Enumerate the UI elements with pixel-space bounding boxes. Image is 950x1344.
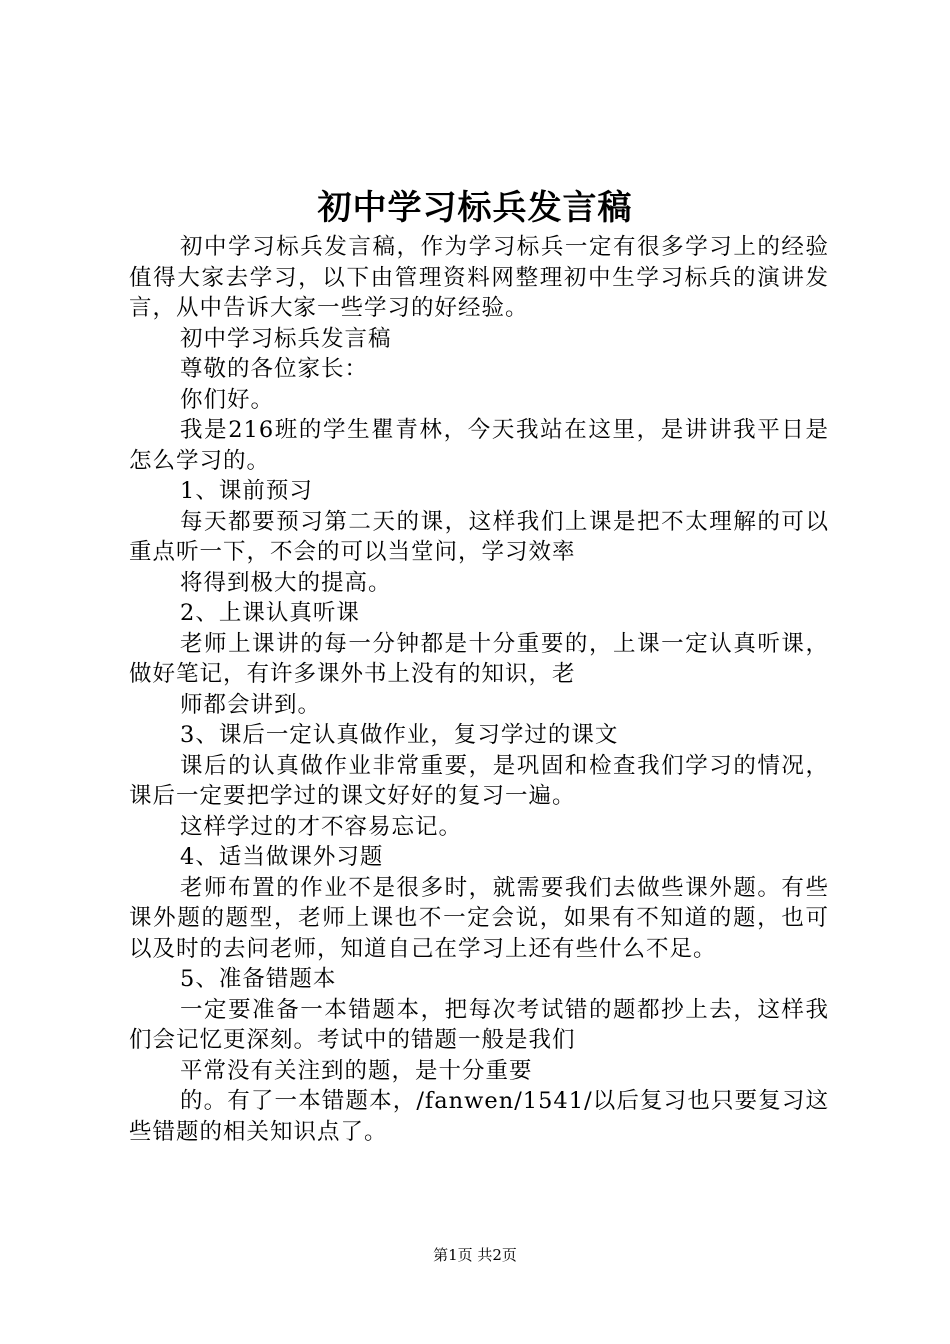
- paragraph: 师都会讲到。: [180, 691, 322, 718]
- section-heading: 5、准备错题本: [180, 966, 337, 992]
- document-title: 初中学习标兵发言稿: [317, 188, 633, 228]
- paragraph: 初中学习标兵发言稿: [180, 325, 392, 352]
- paragraph: 初中学习标兵发言稿，作为学习标兵一定有很多学习上的经验值得大家去学习，以下由管理资料网整理初中生学习标兵的演讲发言，从中告诉大家一些学习的好经验。: [129, 234, 829, 321]
- section-heading: 1、课前预习: [180, 478, 313, 504]
- paragraph: 我是216班的学生瞿青林，今天我站在这里，是讲讲我平日是怎么学习的。: [129, 417, 829, 474]
- paragraph: 平常没有关注到的题，是十分重要: [180, 1057, 533, 1084]
- paragraph: 每天都要预习第二天的课，这样我们上课是把不太理解的可以重点听一下，不会的可以当堂问，学习效率: [129, 508, 829, 565]
- section-heading: 3、课后一定认真做作业，复习学过的课文: [180, 722, 619, 748]
- paragraph: 一定要准备一本错题本，把每次考试错的题都抄上去，这样我们会记忆更深刻。考试中的错题一般是我们: [129, 996, 829, 1053]
- paragraph: 尊敬的各位家长：: [180, 356, 369, 382]
- section-heading: 2、上课认真听课: [180, 600, 360, 626]
- document-body: [129, 232, 829, 1147]
- paragraph: 你们好。: [180, 386, 275, 413]
- paragraph: 的。有了一本错题本，/fanwen/1541/以后复习也只要复习这些错题的相关知识点了。: [129, 1088, 829, 1145]
- page-number-footer: 第1页 共2页: [433, 1246, 517, 1264]
- paragraph: 这样学过的才不容易忘记。: [180, 813, 463, 840]
- paragraph: 将得到极大的提高。: [180, 569, 392, 596]
- paragraph: 课后的认真做作业非常重要，是巩固和检查我们学习的情况，课后一定要把学过的课文好好的复习一遍。: [129, 752, 829, 809]
- paragraph: 老师布置的作业不是很多时，就需要我们去做些课外题。有些课外题的题型，老师上课也不一定会说，如果有不知道的题，也可以及时的去问老师，知道自己在学习上还有些什么不足。: [129, 874, 829, 962]
- paragraph: 老师上课讲的每一分钟都是十分重要的，上课一定认真听课，做好笔记，有许多课外书上没有的知识，老: [129, 630, 829, 687]
- section-heading: 4、适当做课外习题: [180, 844, 384, 870]
